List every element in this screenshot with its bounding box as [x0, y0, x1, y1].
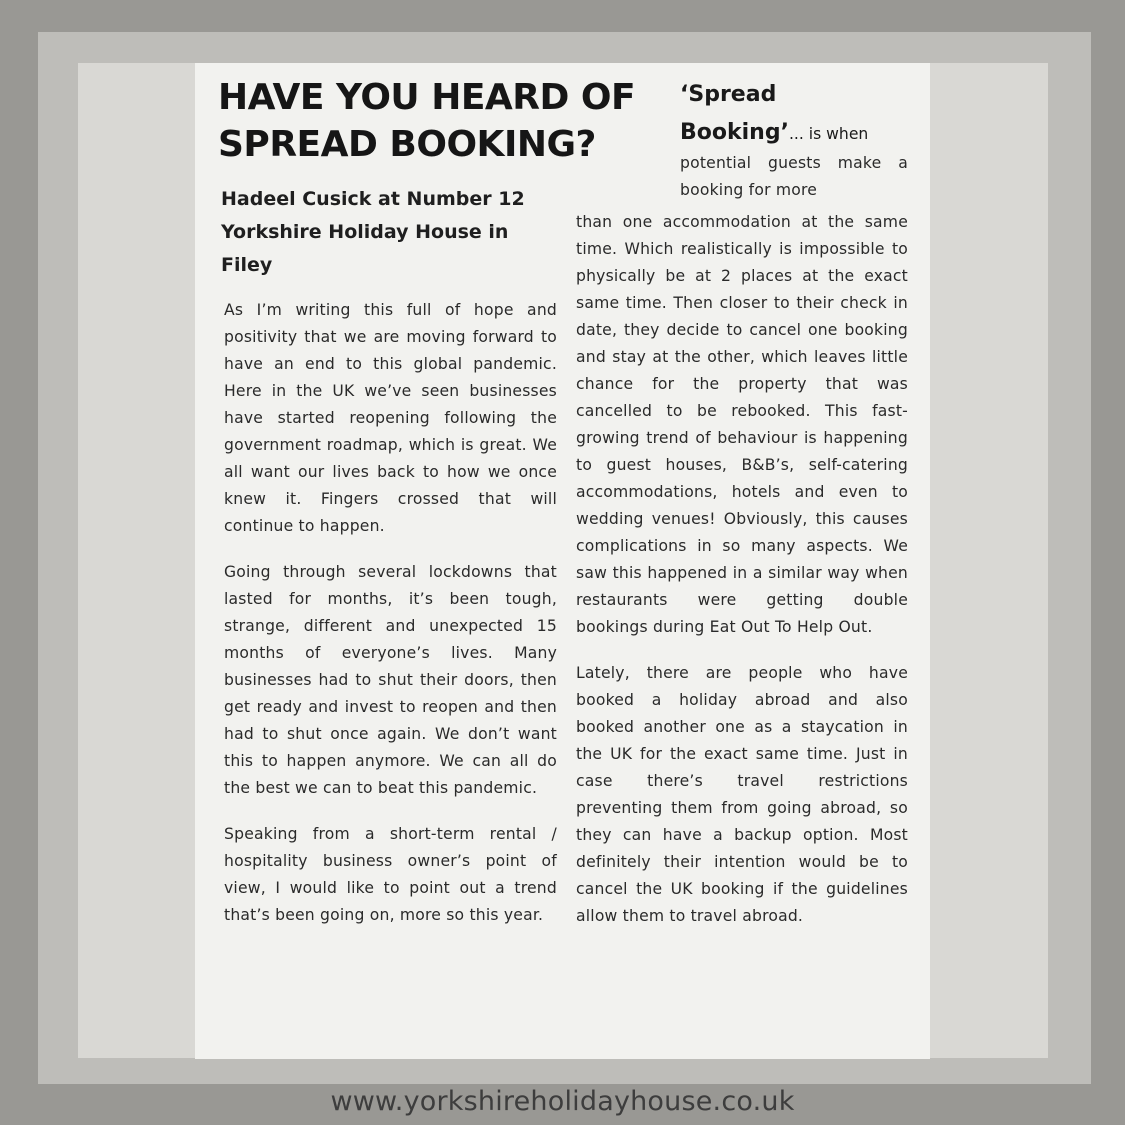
- left-column: [224, 297, 557, 948]
- lead-continuation: than one accommodation at the same time. Which realistically is impossible to physically be at 2 places at the exact same time. Then closer to their check in date, they decide to cancel one booking and stay at the other, which leaves little chance for the property that was cancelled to be rebooked. This fast-growing trend of behaviour is happening to guest houses, B&B’s, self-catering accommodations, hotels and even to wedding venues! Obviously, this causes complications in so many aspects. We saw this happened in a similar way when restaurants were getting double bookings during Eat Out To Help Out.: [576, 213, 908, 636]
- article-byline: Hadeel Cusick at Number 12 Yorkshire Holiday House in Filey: [221, 188, 525, 276]
- left-paragraph-1: As I’m writing this full of hope and positivity that we are moving forward to have an end to this global pandemic. Here in the UK we’ve seen businesses have started reopening following the government roadmap, which is great. We all want our lives back to how we once knew it. Fingers crossed that will continue to happen.: [224, 301, 557, 535]
- lead-lines: potential guests make a booking for more: [680, 154, 908, 199]
- lead-block: [576, 74, 908, 209]
- spread-booking-term-suffix: ... is when: [788, 125, 869, 143]
- left-paragraph-2: Going through several lockdowns that lasted for months, it’s been tough, strange, different and unexpected 15 months of everyone’s lives. Many businesses had to shut their doors, then get ready and invest to reopen and then had to shut once again. We don’t want this to happen anymore. We can all do the best we can to beat this pandemic.: [224, 563, 557, 797]
- left-paragraph-3: Speaking from a short-term rental / hospitality business owner’s point of view, I would like to point out a trend that’s been going on, more so this year.: [224, 825, 557, 924]
- right-column: [576, 74, 908, 949]
- spread-booking-term-text: ‘Spread Booking’: [680, 82, 789, 145]
- spread-booking-term: [680, 76, 868, 153]
- right-paragraph-1: Lately, there are people who have booked a holiday abroad and also booked another one as a staycation in the UK for the exact same time. Just in case there’s travel restrictions preventing them from going abroad, so they can have a backup option. Most definitely their intention would be to cancel the UK booking if the guidelines allow them to travel abroad.: [576, 664, 908, 925]
- website-url: www.yorkshireholidayhouse.co.uk: [330, 1086, 795, 1117]
- article-headline: HAVE YOU HEARD OF SPREAD BOOKING?: [218, 77, 636, 165]
